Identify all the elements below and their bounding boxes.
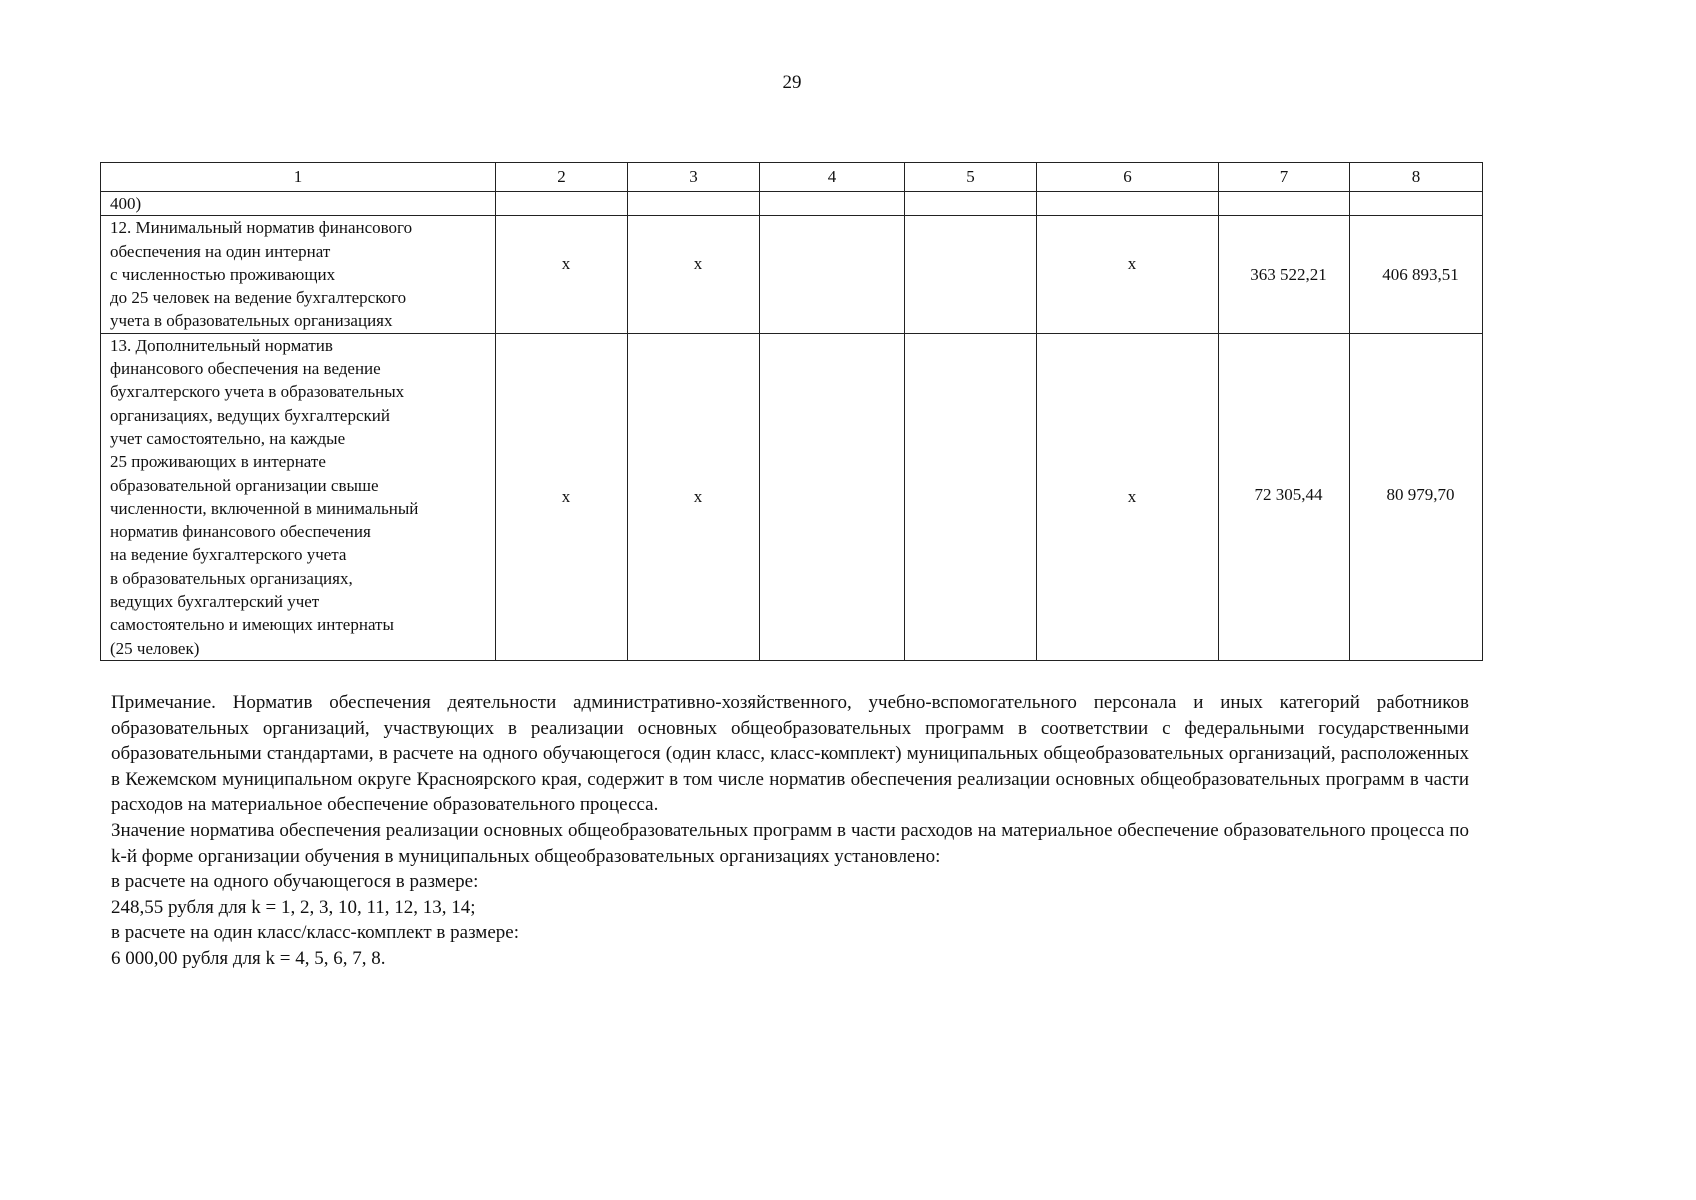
description-line: на ведение бухгалтерского учета [110,545,347,565]
column-header: 5 [905,163,1037,192]
page-number: 29 [782,72,802,93]
description-line: учет самостоятельно, на каждые [110,428,346,448]
description-line: с численностью проживающих [110,264,336,284]
table-cell [905,192,1037,216]
description-line: учета в образовательных организациях [110,311,393,331]
column-header-row [101,163,1483,192]
note-paragraph: Значение норматива обеспечения реализации основных общеобразовательных программ в части расходов на материальное обеспечение образовательного процесса по k-й форме организации обучения в муниципальных общеобразовательных организациях установлено: [111,819,1469,867]
table-cell [760,192,905,216]
column-header: 7 [1219,163,1350,192]
description-line: норматив финансового обеспечения [110,522,371,542]
row-description [101,333,496,660]
table-cell: x [1037,216,1219,333]
note-paragraph: Примечание. Норматив обеспечения деятельности административно-хозяйственного, учебно-вспомогательного персонала и иных категорий работников образовательных организаций, участвующих в реализации основных общеобразовательных программ в соответствии с федеральными государственными образовательными стандартами, в расчете на одного обучающегося (один класс, класс-комплект) муниципальных общеобразовательных организаций, расположенных в Кежемском муниципальном округе Красноярского края, содержит в том числе норматив обеспечения реализации основных общеобразовательных программ в части расходов на материальное обеспечение образовательного процесса. [111,692,1469,816]
description-line: 12. Минимальный норматив финансового [110,218,413,238]
column-header: 3 [628,163,760,192]
note-line: 248,55 рубля для k = 1, 2, 3, 10, 11, 12, 13, 14; [111,896,476,918]
column-header: 4 [760,163,905,192]
description-line: 25 проживающих в интернате [110,452,326,472]
table-cell: 72 305,44 [1219,333,1350,660]
row-description [101,216,496,333]
description-line: ведущих бухгалтерский учет [110,592,320,612]
note-line: 6 000,00 рубля для k = 4, 5, 6, 7, 8. [111,947,386,969]
table-cell [905,216,1037,333]
table-row [101,333,1483,660]
description-line: бухгалтерского учета в образовательных [110,382,405,402]
table-cell [760,333,905,660]
description-line: (25 человек) [110,638,200,658]
table-cell: x [496,333,628,660]
table-cell [496,192,628,216]
table-cell [1350,192,1483,216]
table-cell [905,333,1037,660]
table-cell: 406 893,51 [1350,216,1483,333]
table-cell: 363 522,21 [1219,216,1350,333]
table-cell [1037,192,1219,216]
column-header: 2 [496,163,628,192]
table-row [101,216,1483,333]
description-line: 13. Дополнительный норматив [110,335,333,355]
description-line: финансового обеспечения на ведение [110,359,381,379]
column-header: 8 [1350,163,1483,192]
table-cell [760,216,905,333]
row-description: 400) [101,192,496,216]
normative-table [100,162,1483,661]
table-cell: x [1037,333,1219,660]
description-line: обеспечения на один интернат [110,241,331,261]
column-header: 1 [101,163,496,192]
note-section [111,690,1469,972]
note-line: в расчете на один класс/класс-комплект в размере: [111,922,519,944]
table-cell: x [496,216,628,333]
column-header: 6 [1037,163,1219,192]
note-line: в расчете на одного обучающегося в размере: [111,871,479,893]
description-line: организациях, ведущих бухгалтерский [110,405,390,425]
description-line: самостоятельно и имеющих интернаты [110,615,394,635]
description-line: численности, включенной в минимальный [110,498,419,518]
table-cell: x [628,333,760,660]
table-row-continuation [101,192,1483,216]
description-line: до 25 человек на ведение бухгалтерского [110,288,407,308]
table-cell: 80 979,70 [1350,333,1483,660]
description-line: образовательной организации свыше [110,475,379,495]
table-cell [628,192,760,216]
description-line: в образовательных организациях, [110,568,353,588]
table-cell [1219,192,1350,216]
table-cell: x [628,216,760,333]
